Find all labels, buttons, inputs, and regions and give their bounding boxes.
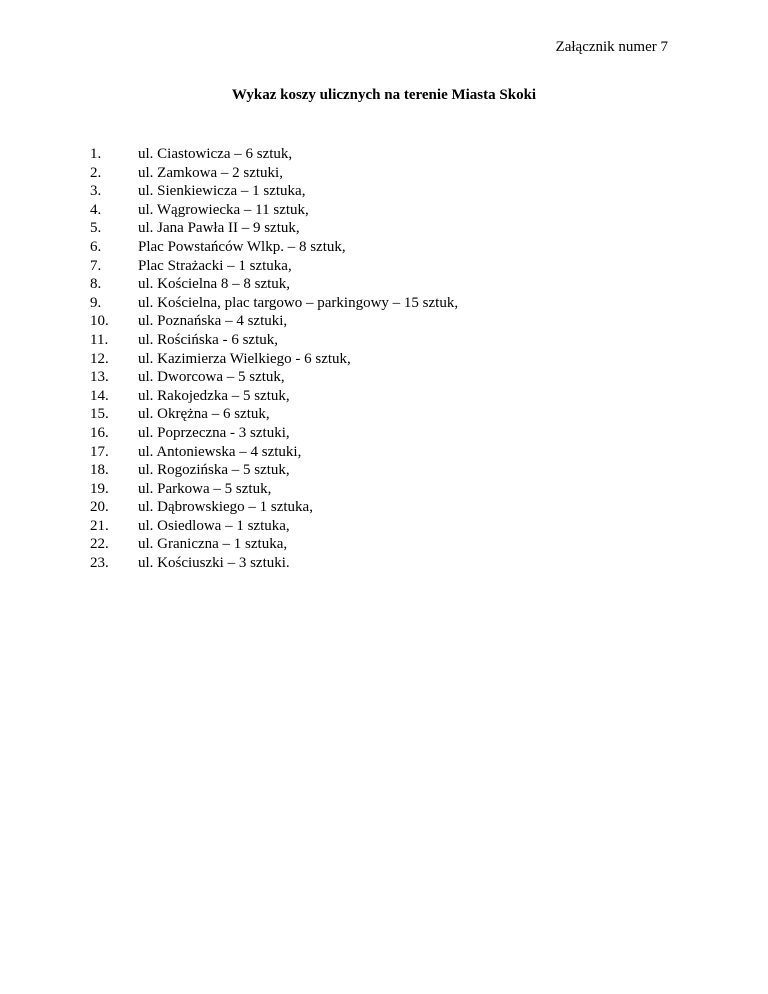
- list-item-text: ul. Antoniewska – 4 sztuki,: [138, 443, 302, 460]
- list-item-number: 23.: [90, 555, 109, 572]
- list-item: [90, 312, 458, 331]
- list-item-text: ul. Dąbrowskiego – 1 sztuka,: [138, 499, 313, 516]
- list-item: [90, 517, 458, 536]
- list-item: [90, 387, 458, 406]
- list-item-text: ul. Ciastowicza – 6 sztuk,: [138, 146, 293, 162]
- list-item: [90, 443, 458, 462]
- list-item-text: ul. Rakojedzka – 5 sztuk,: [138, 387, 290, 404]
- list-item-text: ul. Dworcowa – 5 sztuk,: [138, 369, 285, 386]
- list-item: [90, 480, 458, 499]
- list-item-text: ul. Wągrowiecka – 11 sztuk,: [138, 201, 309, 218]
- document-title: Wykaz koszy ulicznych na terenie Miasta Skoki: [231, 87, 537, 103]
- list-item-number: 17.: [90, 443, 109, 460]
- list-item-text: ul. Rościńska - 6 sztuk,: [138, 331, 278, 348]
- list-item-number: 9.: [90, 294, 102, 311]
- list-item: [90, 294, 458, 313]
- list-item-number: 4.: [90, 201, 102, 218]
- list-item-number: 22.: [90, 536, 109, 553]
- list-item-number: 20.: [90, 499, 109, 516]
- list-item-text: ul. Poznańska – 4 sztuki,: [138, 313, 288, 330]
- attachment-label: Załącznik numer 7: [555, 39, 668, 55]
- list-item: [90, 554, 458, 573]
- list-item-text: ul. Kościelna, plac targowo – parkingowy – 15 sztuk,: [138, 294, 459, 311]
- list-item: [90, 331, 458, 350]
- list-item-number: 7.: [90, 257, 102, 274]
- list-item-text: ul. Graniczna – 1 sztuka,: [138, 536, 288, 553]
- list-item-text: ul. Parkowa – 5 sztuk,: [138, 480, 272, 497]
- list-item-number: 11.: [90, 331, 109, 348]
- list-item: [90, 275, 458, 294]
- list-item-number: 21.: [90, 517, 109, 534]
- list-item-text: ul. Zamkowa – 2 sztuki,: [138, 164, 283, 181]
- list-item: [90, 257, 458, 276]
- list-item: [90, 461, 458, 480]
- list-item-number: 10.: [90, 313, 109, 330]
- list-item: [90, 368, 458, 387]
- list-item-text: ul. Kościelna 8 – 8 sztuk,: [138, 276, 291, 293]
- list-item-number: 18.: [90, 462, 109, 479]
- list-item-number: 2.: [90, 164, 102, 181]
- list-item: [90, 201, 458, 220]
- list-item: [90, 535, 458, 554]
- list-item: [90, 405, 458, 424]
- list-item-number: 19.: [90, 480, 109, 497]
- street-bin-list: [90, 145, 458, 573]
- list-item-number: 3.: [90, 183, 102, 200]
- list-item-number: 8.: [90, 276, 102, 293]
- list-item-text: ul. Poprzeczna - 3 sztuki,: [138, 424, 290, 441]
- list-item: [90, 238, 458, 257]
- list-item-number: 13.: [90, 369, 109, 386]
- list-item-text: ul. Jana Pawła II – 9 sztuk,: [138, 220, 300, 237]
- list-item-number: 14.: [90, 387, 109, 404]
- list-item-number: 16.: [90, 424, 109, 441]
- list-item-text: ul. Osiedlowa – 1 sztuka,: [138, 517, 290, 534]
- list-item: [90, 145, 458, 164]
- list-item-number: 12.: [90, 350, 109, 367]
- list-item: [90, 164, 458, 183]
- list-item-text: ul. Kościuszki – 3 sztuki.: [138, 555, 290, 572]
- list-item-text: Plac Powstańców Wlkp. – 8 sztuk,: [138, 238, 346, 255]
- list-item: [90, 498, 458, 517]
- list-item-text: Plac Strażacki – 1 sztuka,: [138, 257, 292, 274]
- list-item-number: 6.: [90, 238, 102, 255]
- list-item-text: ul. Sienkiewicza – 1 sztuka,: [138, 183, 306, 200]
- list-item: [90, 424, 458, 443]
- list-item-number: 1.: [90, 146, 102, 162]
- list-item: [90, 219, 458, 238]
- list-item: [90, 350, 458, 369]
- list-item-text: ul. Okrężna – 6 sztuk,: [138, 406, 270, 423]
- list-item-text: ul. Rogozińska – 5 sztuk,: [138, 462, 290, 479]
- list-item: [90, 182, 458, 201]
- list-item-text: ul. Kazimierza Wielkiego - 6 sztuk,: [138, 350, 351, 367]
- list-item-number: 15.: [90, 406, 109, 423]
- list-item-number: 5.: [90, 220, 102, 237]
